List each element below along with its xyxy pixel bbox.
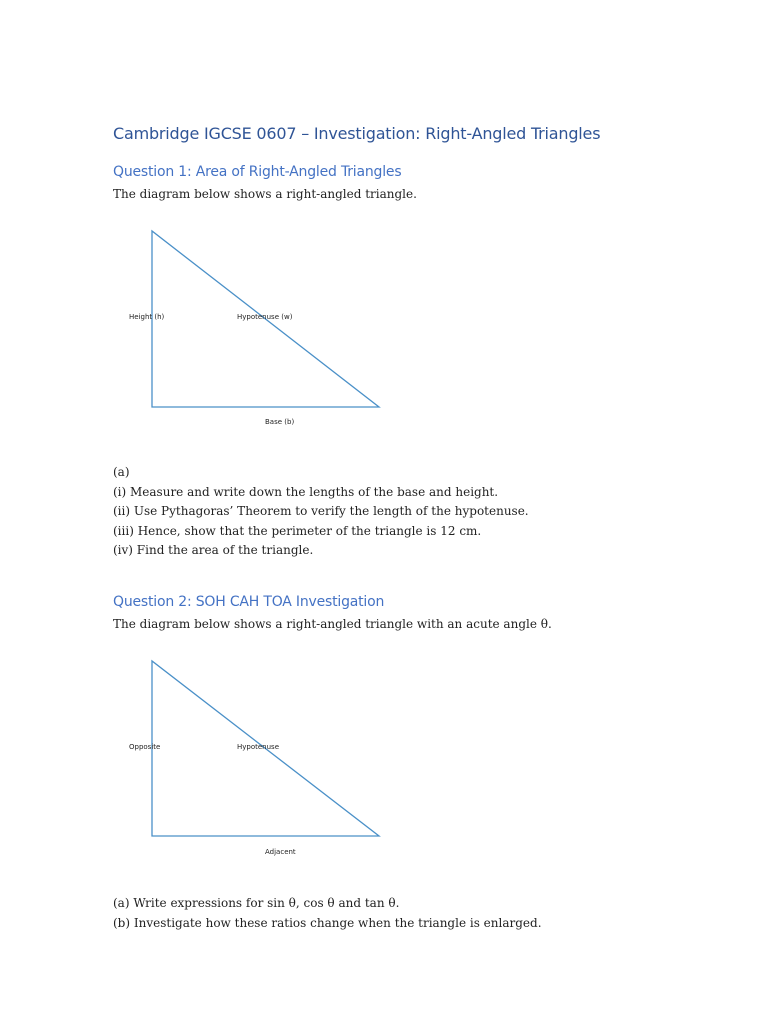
question-1-heading: Question 1: Area of Right-Angled Triangles [113,164,402,180]
label-hypotenuse: Hypotenuse (w) [237,313,293,321]
triangle-1-svg [113,220,433,440]
question-1-part-a: (a) [113,465,130,479]
label-height: Height (h) [129,313,165,321]
question-2-intro: The diagram below shows a right-angled triangle with an acute angle θ. [113,617,552,631]
question-2-part-a: (a) Write expressions for sin θ, cos θ and tan θ. [113,896,400,910]
label-adjacent: Adjacent [265,848,296,856]
question-2-heading: Question 2: SOH CAH TOA Investigation [113,594,385,610]
question-1-part-i: (i) Measure and write down the lengths of the base and height. [113,484,499,499]
question-1-triangle-diagram [113,220,433,440]
label-hypotenuse-2: Hypotenuse [237,743,280,751]
question-1-part-iii: (iii) Hence, show that the perimeter of the triangle is 12 cm. [113,523,482,538]
document-title: Cambridge IGCSE 0607 – Investigation: Right-Angled Triangles [113,124,601,143]
label-opposite: Opposite [129,743,161,751]
question-1-intro: The diagram below shows a right-angled triangle. [113,187,417,201]
question-2-triangle-diagram [113,650,433,870]
question-1-part-ii: (ii) Use Pythagoras’ Theorem to verify the length of the hypotenuse. [113,504,529,518]
label-base: Base (b) [265,418,295,426]
question-1-parts [113,463,529,561]
question-1-part-iv: (iv) Find the area of the triangle. [113,543,314,557]
question-2-parts [113,894,542,933]
question-2-part-b: (b) Investigate how these ratios change when the triangle is enlarged. [113,915,542,930]
triangle-2-svg [113,650,433,870]
